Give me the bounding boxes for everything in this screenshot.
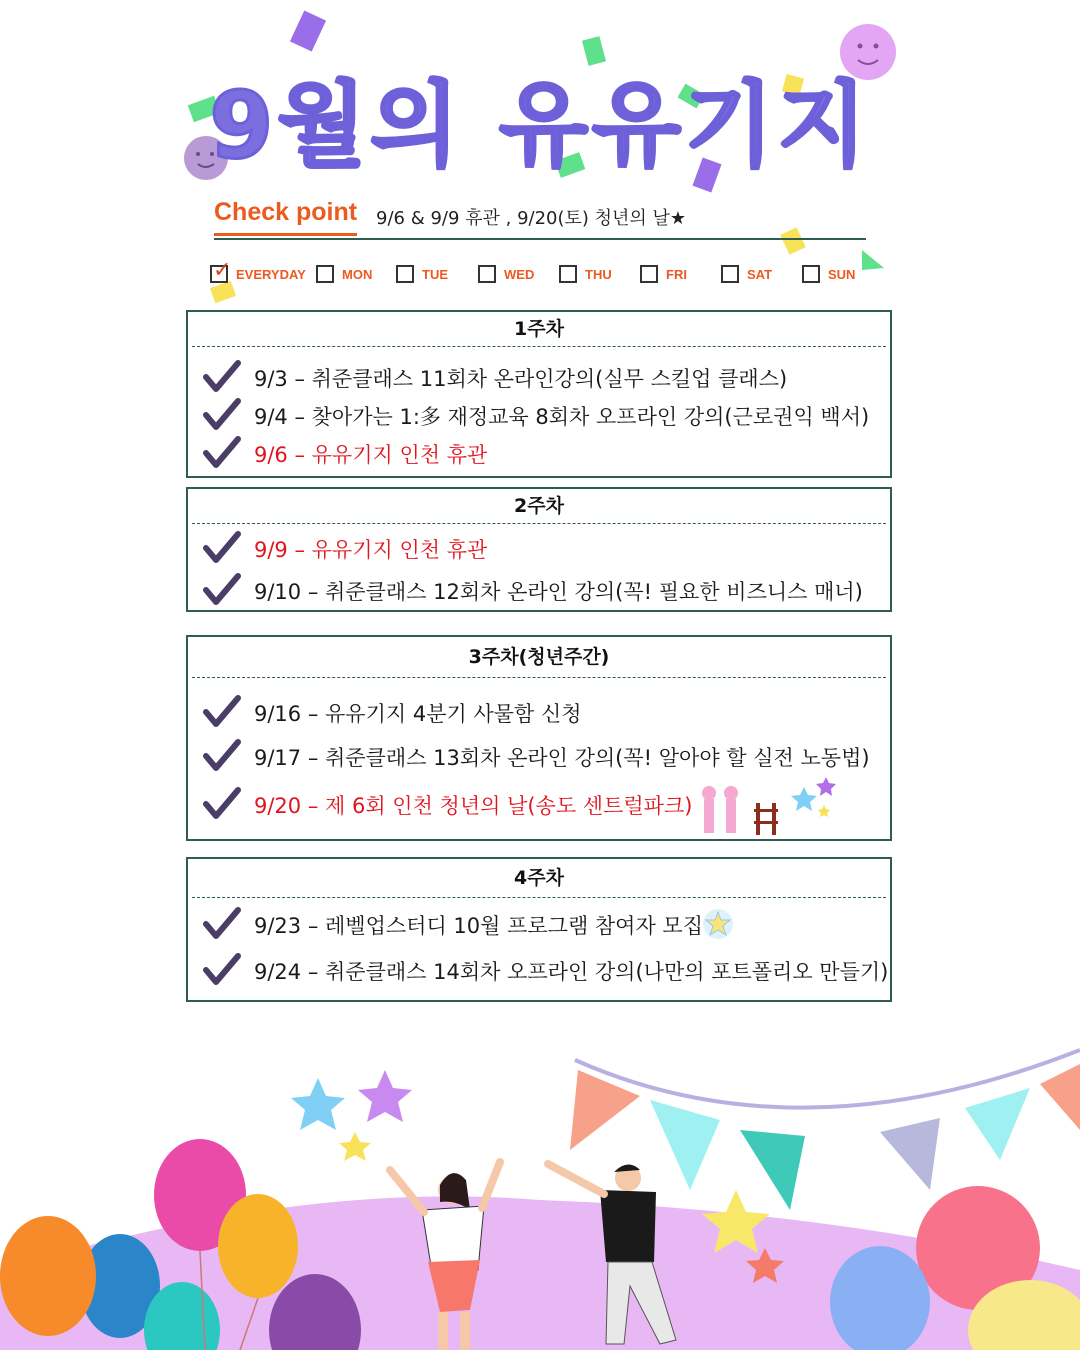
week-4-panel (186, 857, 892, 1002)
item-text: 9/3 – 취준클래스 11회차 온라인강의(실무 스킬업 클래스) (254, 367, 788, 391)
list-item (188, 692, 890, 736)
checkpoint-text: 9/6 & 9/9 휴관 , 9/20(토) 청년의 날★ (376, 208, 687, 229)
week-title: 1주차 (192, 312, 886, 347)
check-icon (202, 435, 242, 469)
star-icon (702, 908, 734, 940)
list-item (188, 395, 890, 433)
day-fri[interactable] (640, 262, 687, 286)
checkpoint-bar (214, 196, 866, 240)
checkbox[interactable] (721, 265, 739, 283)
list-item (188, 570, 890, 608)
day-label: EVERYDAY (236, 266, 306, 282)
check-icon (202, 786, 242, 820)
page-title: 9월의 유유기지 (209, 72, 871, 179)
party-illustration (0, 1040, 1080, 1350)
list-item (188, 950, 890, 988)
day-sat[interactable] (721, 262, 772, 286)
day-label: SUN (828, 266, 856, 282)
day-label: TUE (422, 266, 448, 282)
check-icon (202, 906, 242, 940)
check-icon: ✓ (213, 258, 232, 283)
day-everyday[interactable] (210, 258, 306, 286)
day-label: FRI (666, 266, 687, 282)
check-icon (202, 694, 242, 728)
day-wed[interactable] (478, 262, 534, 286)
item-text: 9/16 – 유유기지 4분기 사물함 신청 (254, 702, 582, 726)
item-text-highlight: 9/9 – 유유기지 인천 휴관 (254, 538, 488, 562)
item-text-highlight: 9/6 – 유유기지 인천 휴관 (254, 443, 488, 467)
check-icon (202, 572, 242, 606)
week-title: 3주차(청년주간) (192, 637, 886, 678)
check-icon (202, 530, 242, 564)
day-label: MON (342, 266, 373, 282)
check-icon (202, 397, 242, 431)
checkpoint-label: Check point (214, 198, 357, 236)
week-2-panel (186, 487, 892, 612)
day-label: SAT (747, 266, 773, 282)
day-label: THU (585, 266, 612, 282)
check-icon (202, 738, 242, 772)
checkbox[interactable] (802, 265, 820, 283)
list-item (188, 433, 890, 471)
list-item (188, 528, 890, 566)
checkbox-checked[interactable] (210, 258, 232, 283)
item-text-highlight: 9/20 – 제 6회 인천 청년의 날(송도 센트럴파크) (254, 794, 693, 818)
check-icon (202, 359, 242, 393)
day-mon[interactable] (316, 262, 372, 286)
checkbox[interactable] (478, 265, 496, 283)
day-sun[interactable] (802, 262, 855, 286)
item-text: 9/23 – 레벨업스터디 10월 프로그램 참여자 모집 (254, 914, 704, 938)
item-text: 9/4 – 찾아가는 1:多 재정교육 8회차 오프라인 강의(근로권익 백서) (254, 405, 870, 429)
list-item (188, 904, 890, 950)
day-thu[interactable] (559, 262, 612, 286)
item-text: 9/24 – 취준클래스 14회차 오프라인 강의(나만의 포트폴리오 만들기) (254, 960, 889, 984)
list-item (188, 357, 890, 395)
item-text: 9/17 – 취준클래스 13회차 온라인 강의(꼭! 알아야 할 실전 노동법) (254, 746, 870, 770)
week-1-panel (186, 310, 892, 478)
check-icon (202, 952, 242, 986)
day-tue[interactable] (396, 262, 448, 286)
week-title: 4주차 (192, 859, 886, 898)
checkbox[interactable] (396, 265, 414, 283)
week-3-panel (186, 635, 892, 841)
checkbox[interactable] (316, 265, 334, 283)
item-text: 9/10 – 취준클래스 12회차 온라인 강의(꼭! 필요한 비즈니스 매너) (254, 580, 863, 604)
checkbox[interactable] (640, 265, 658, 283)
party-sticker-icon (696, 777, 846, 847)
day-checklist (210, 258, 890, 288)
day-label: WED (504, 266, 535, 282)
checkbox[interactable] (559, 265, 577, 283)
week-title: 2주차 (192, 489, 886, 524)
